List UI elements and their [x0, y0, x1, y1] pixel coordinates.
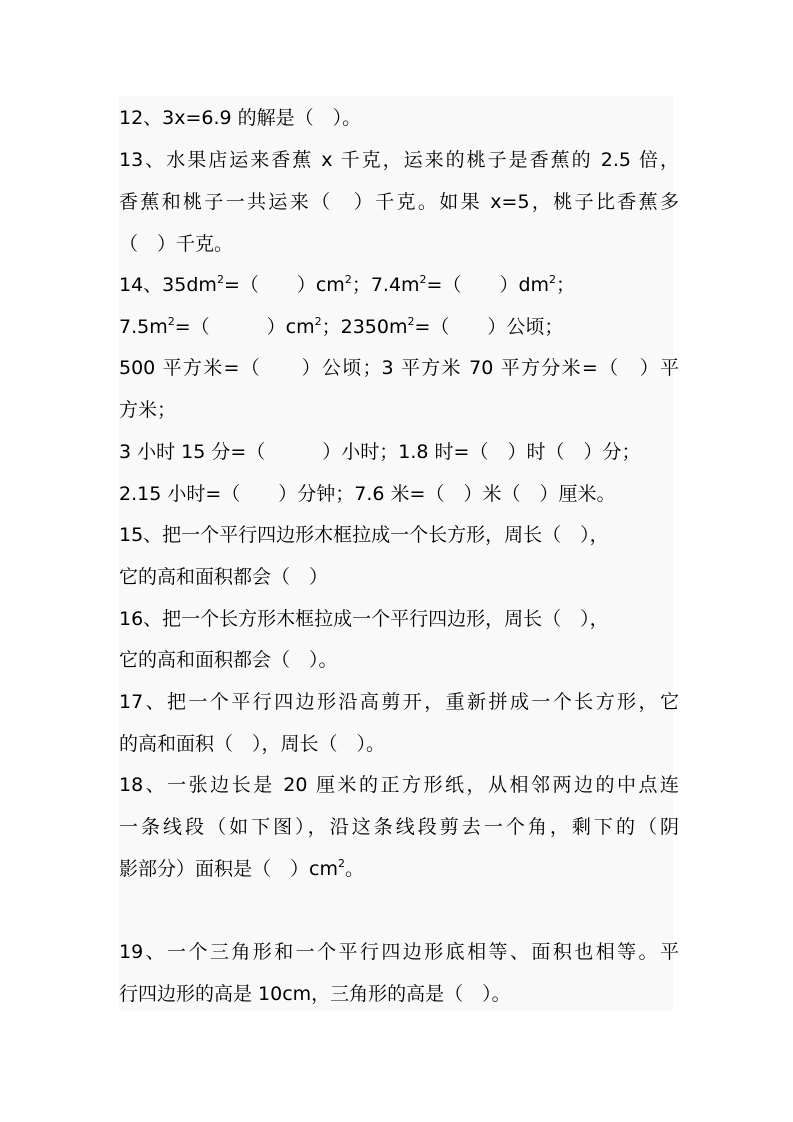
question-18-line-1: 18、一张边长是 20 厘米的正方形纸，从相邻两边的中点连	[119, 774, 679, 796]
question-13-line-2: 香蕉和桃子一共运来（ ）千克。如果 x=5，桃子比香蕉多	[119, 191, 679, 213]
text-segment: 影部分）面积是（ ）cm	[119, 858, 338, 880]
question-14-line-1	[119, 272, 679, 298]
question-16-line-2: 它的高和面积都会（ ）。	[119, 649, 338, 671]
question-18-line-3	[119, 856, 679, 882]
question-16-line-1: 16、把一个长方形木框拉成一个平行四边形，周长（ ），	[119, 608, 609, 630]
text-segment: =（ ）cm	[223, 274, 345, 296]
question-17-line-1: 17、把一个平行四边形沿高剪开，重新拼成一个长方形，它	[119, 691, 679, 713]
question-14-line-6: 2.15 小时=（ ）分钟；7.6 米=（ ）米（ ）厘米。	[119, 483, 616, 505]
question-19-line-1: 19、一个三角形和一个平行四边形底相等、面积也相等。平	[119, 941, 679, 963]
superscript: 2	[216, 273, 224, 286]
question-13-line-3: （ ）千克。	[119, 233, 234, 255]
text-segment: ；7.4m	[351, 274, 420, 296]
question-sheet	[119, 96, 679, 1011]
superscript: 2	[549, 273, 557, 286]
text-segment: 14、35dm	[119, 274, 217, 296]
superscript: 2	[407, 315, 415, 328]
superscript: 2	[419, 273, 427, 286]
question-12: 12、3x=6.9 的解是（ ）。	[119, 107, 362, 129]
question-18-line-2: 一条线段（如下图），沿这条线段剪去一个角，剩下的（阴	[119, 816, 679, 838]
superscript: 2	[337, 857, 345, 870]
text-segment: =（ ）dm	[426, 274, 550, 296]
question-13-line-1: 13、水果店运来香蕉 x 千克，运来的桃子是香蕉的 2.5 倍，	[119, 149, 679, 171]
text-segment: =（ ）cm	[174, 316, 315, 338]
question-15-line-2: 它的高和面积都会（ ）	[119, 566, 329, 588]
text-segment: ；	[556, 274, 576, 296]
question-17-line-2: 的高和面积（ ），周长（ ）。	[119, 733, 386, 755]
text-segment: ；2350m	[321, 316, 408, 338]
question-14-line-4: 方米；	[119, 399, 177, 421]
text-segment: 7.5m	[119, 316, 168, 338]
question-14-line-2	[119, 314, 679, 340]
question-19-line-2: 行四边形的高是 10cm，三角形的高是（ ）。	[119, 983, 511, 1005]
superscript: 2	[314, 315, 322, 328]
question-14-line-3: 500 平方米=（ ）公顷；3 平方米 70 平方分米=（ ）平	[119, 357, 679, 379]
text-segment: =（ ）公顷；	[414, 316, 564, 338]
question-14-line-5: 3 小时 15 分=（ ）小时；1.8 时=（ ）时（ ）分；	[119, 441, 641, 463]
superscript: 2	[344, 273, 352, 286]
superscript: 2	[167, 315, 175, 328]
question-15-line-1: 15、把一个平行四边形木框拉成一个长方形，周长（ ），	[119, 524, 609, 546]
text-segment: 。	[344, 858, 364, 880]
